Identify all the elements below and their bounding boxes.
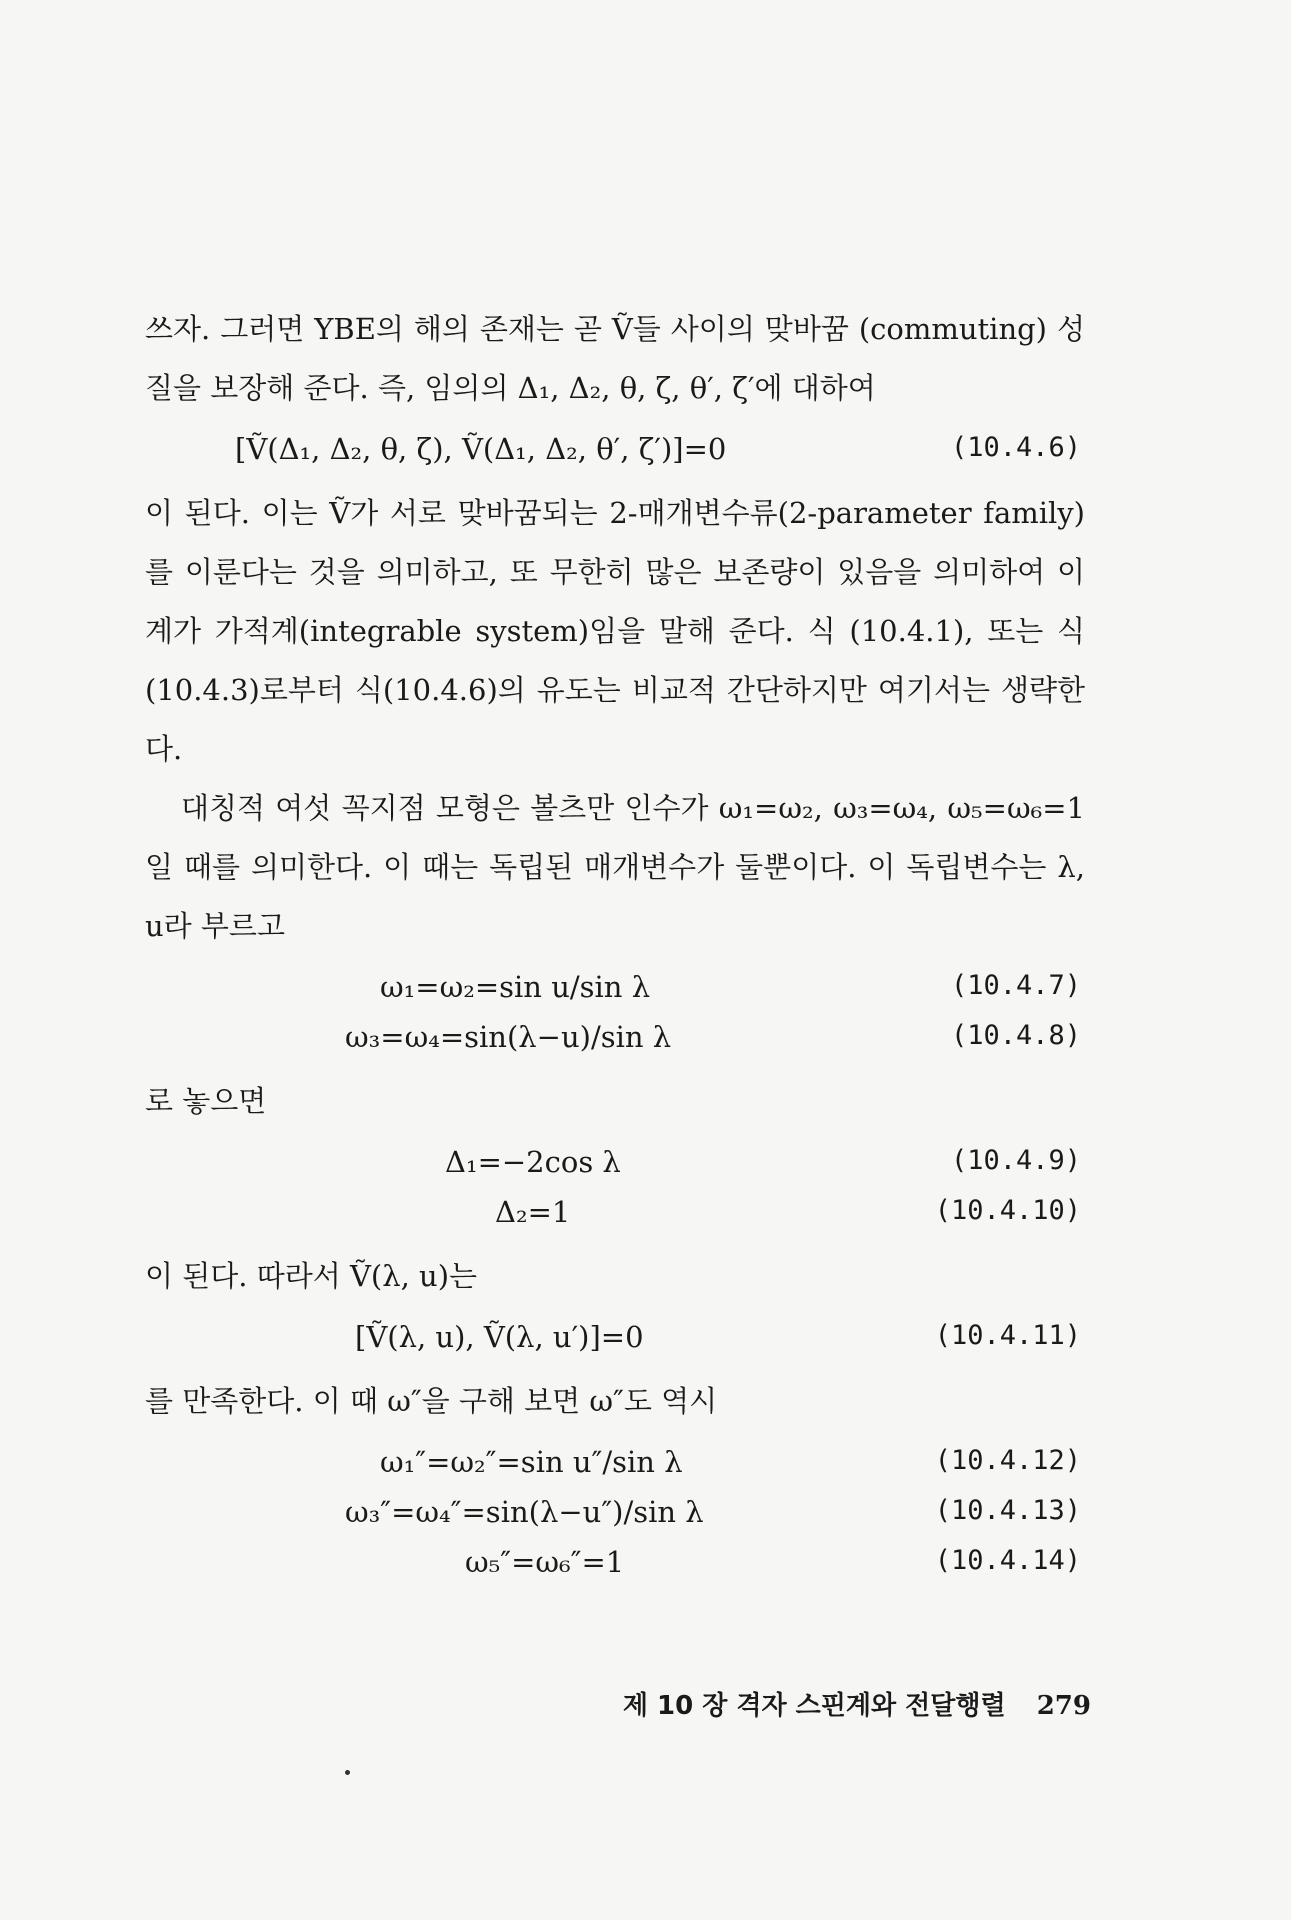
paragraph-2: 이 된다. 이는 Ṽ가 서로 맞바꿈되는 2-매개변수류(2-parameter family)를 이룬다는 것을 의미하고, 또 무한히 많은 보존량이 있음을 의미하여 이 계가 가적계(integrable system)임을 말해 준다. 식 (10.4.1), 또는 식 (10.4.3)로부터 식(10.4.6)의 유도는 비교적 간단하지만 여기서는 생략한다. [145, 496, 1085, 766]
print-speck [345, 1770, 350, 1775]
equation-body: [Ṽ(Δ₁, Δ₂, θ, ζ), Ṽ(Δ₁, Δ₂, θ′, ζ′)]=0 [235, 432, 727, 466]
equation-body: Δ₂=1 [495, 1195, 571, 1229]
equation-10-4-8 [145, 1014, 1085, 1064]
equation-number: (10.4.11) [934, 1320, 1081, 1351]
equation-10-4-6 [145, 426, 1085, 476]
paragraph-5: 이 된다. 따라서 Ṽ(λ, u)는 [145, 1259, 478, 1293]
equation-body: ω₁″=ω₂″=sin u″/sin λ [380, 1445, 683, 1479]
equation-number: (10.4.12) [934, 1445, 1081, 1476]
equation-10-4-13 [145, 1489, 1085, 1539]
paragraph-6: 를 만족한다. 이 때 ω″을 구해 보면 ω″도 역시 [145, 1384, 718, 1418]
paragraph-1: 쓰자. 그러면 YBE의 해의 존재는 곧 Ṽ들 사이의 맞바꿈 (commuting) 성질을 보장해 준다. 즉, 임의의 Δ₁, Δ₂, θ, ζ, θ′, ζ′에 대하여 [145, 312, 1085, 405]
page-body [145, 300, 1085, 1589]
equation-10-4-7 [145, 964, 1085, 1014]
equation-body: [Ṽ(λ, u), Ṽ(λ, u′)]=0 [355, 1320, 644, 1354]
equation-body: ω₃=ω₄=sin(λ−u)/sin λ [345, 1020, 672, 1054]
equation-number: (10.4.7) [950, 970, 1081, 1001]
equation-number: (10.4.6) [950, 432, 1081, 463]
equation-number: (10.4.13) [934, 1495, 1081, 1526]
equation-10-4-9 [145, 1139, 1085, 1189]
equation-number: (10.4.9) [950, 1145, 1081, 1176]
equation-10-4-14 [145, 1539, 1085, 1589]
equation-number: (10.4.10) [934, 1195, 1081, 1226]
equation-number: (10.4.8) [950, 1020, 1081, 1051]
equation-body: ω₁=ω₂=sin u/sin λ [380, 970, 651, 1004]
page-footer [623, 1685, 1091, 1722]
running-chapter-title: 제 10 장 격자 스핀계와 전달행렬 [622, 1691, 1006, 1721]
equation-10-4-10 [145, 1189, 1085, 1239]
equation-body: ω₅″=ω₆″=1 [465, 1545, 625, 1579]
equation-10-4-11 [145, 1314, 1085, 1364]
paragraph-3: 대칭적 여섯 꼭지점 모형은 볼츠만 인수가 ω₁=ω₂, ω₃=ω₄, ω₅=ω₆=1일 때를 의미한다. 이 때는 독립된 매개변수가 둘뿐이다. 이 독립변수는 λ, u라 부르고 [145, 791, 1085, 943]
equation-body: ω₃″=ω₄″=sin(λ−u″)/sin λ [345, 1495, 704, 1529]
equation-body: Δ₁=−2cos λ [445, 1145, 621, 1179]
equation-10-4-12 [145, 1439, 1085, 1489]
page-number: 279 [1036, 1691, 1091, 1721]
paragraph-4: 로 놓으면 [145, 1084, 267, 1118]
equation-number: (10.4.14) [934, 1545, 1081, 1576]
